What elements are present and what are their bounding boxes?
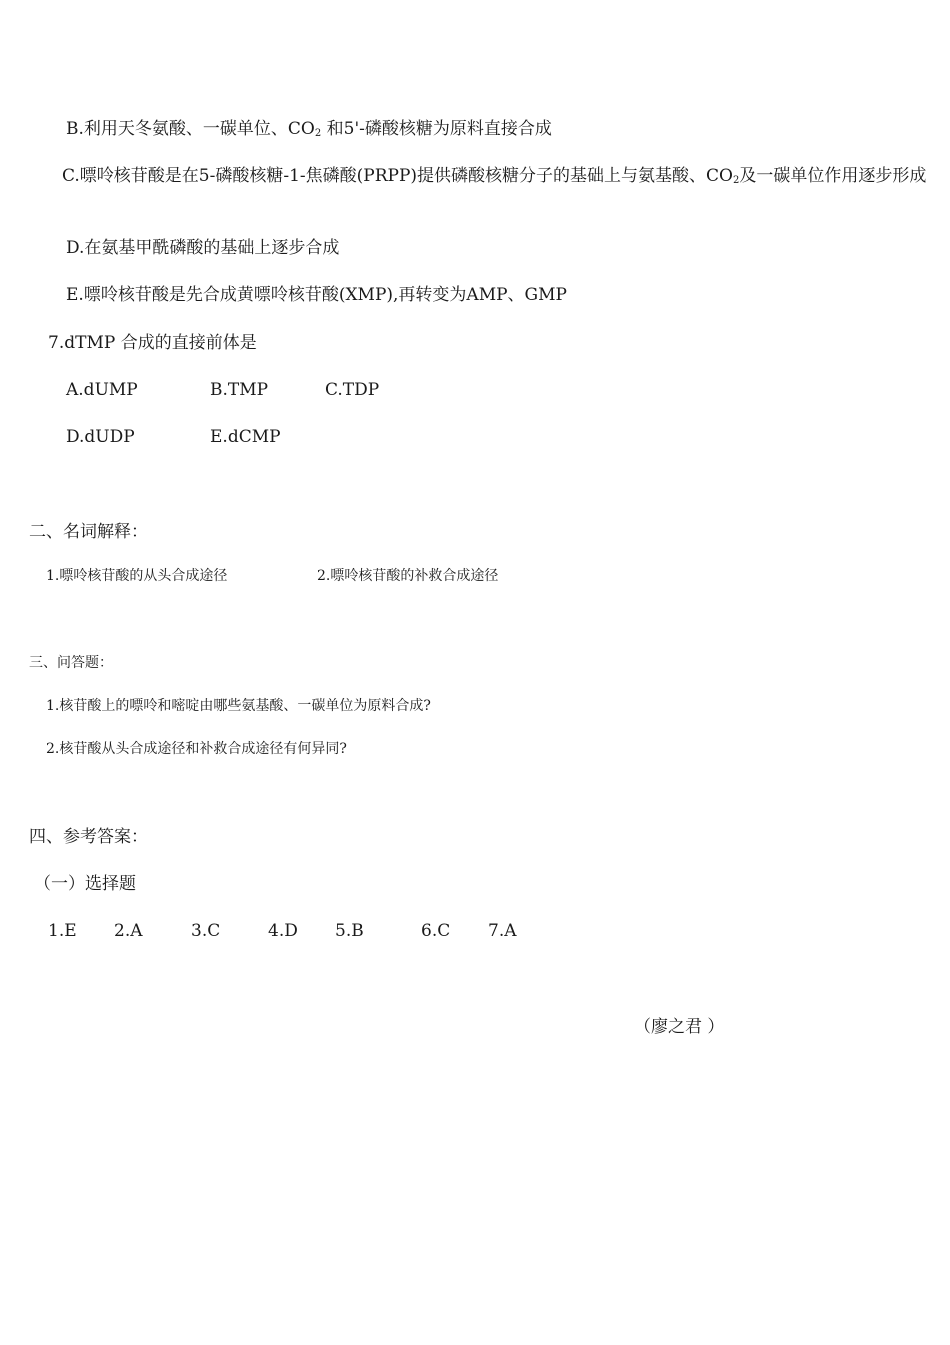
section2-heading: 二、名词解释： [29,522,148,542]
answer-6: 6.C [421,921,451,941]
section4-heading: 四、参考答案： [29,827,148,847]
section3-item-2: 2.核苷酸从头合成途径和补救合成途径有何异同? [46,741,347,757]
q6-option-c-post: 及一碳单位作用逐步形成 [739,166,927,186]
q6-option-e: E.嘌呤核苷酸是先合成黄嘌呤核苷酸(XMP),再转变为AMP、GMP [66,285,567,305]
section2-item-2: 2.嘌呤核苷酸的补救合成途径 [317,568,499,584]
answer-4: 4.D [268,921,298,941]
q7-option-c: C.TDP [325,380,380,400]
author-credit: （廖之君 ） [634,1017,725,1037]
answer-3: 3.C [191,921,221,941]
q7-stem: 7.dTMP 合成的直接前体是 [48,333,257,353]
q7-option-e: E.dCMP [210,427,281,447]
section3-heading: 三、问答题： [29,655,113,671]
section3-item-1: 1.核苷酸上的嘌呤和嘧啶由哪些氨基酸、一碳单位为原料合成? [46,698,431,714]
q7-option-b: B.TMP [210,380,269,400]
q6-option-b-sub: 2 [314,128,322,139]
answer-5: 5.B [335,921,364,941]
section4-subheading: （一）选择题 [34,874,136,894]
q6-option-c-pre: C.嘌呤核苷酸是在5-磷酸核糖-1-焦磷酸(PRPP)提供磷酸核糖分子的基础上与氨基酸、CO [62,166,733,186]
section2-item-1: 1.嘌呤核苷酸的从头合成途径 [46,568,228,584]
q6-option-b [66,117,552,141]
answer-2: 2.A [114,921,143,941]
q6-option-b-post: 和5'-磷酸核糖为原料直接合成 [321,119,552,139]
answer-7: 7.A [488,921,517,941]
q6-option-c [62,164,932,188]
q6-option-c-sub: 2 [733,175,740,186]
q7-option-a: A.dUMP [66,380,138,400]
q6-option-d: D.在氨基甲酰磷酸的基础上逐步合成 [66,238,340,258]
q6-option-b-pre: B.利用天冬氨酸、一碳单位、CO [66,119,315,139]
q7-option-d: D.dUDP [66,427,135,447]
answer-1: 1.E [48,921,77,941]
